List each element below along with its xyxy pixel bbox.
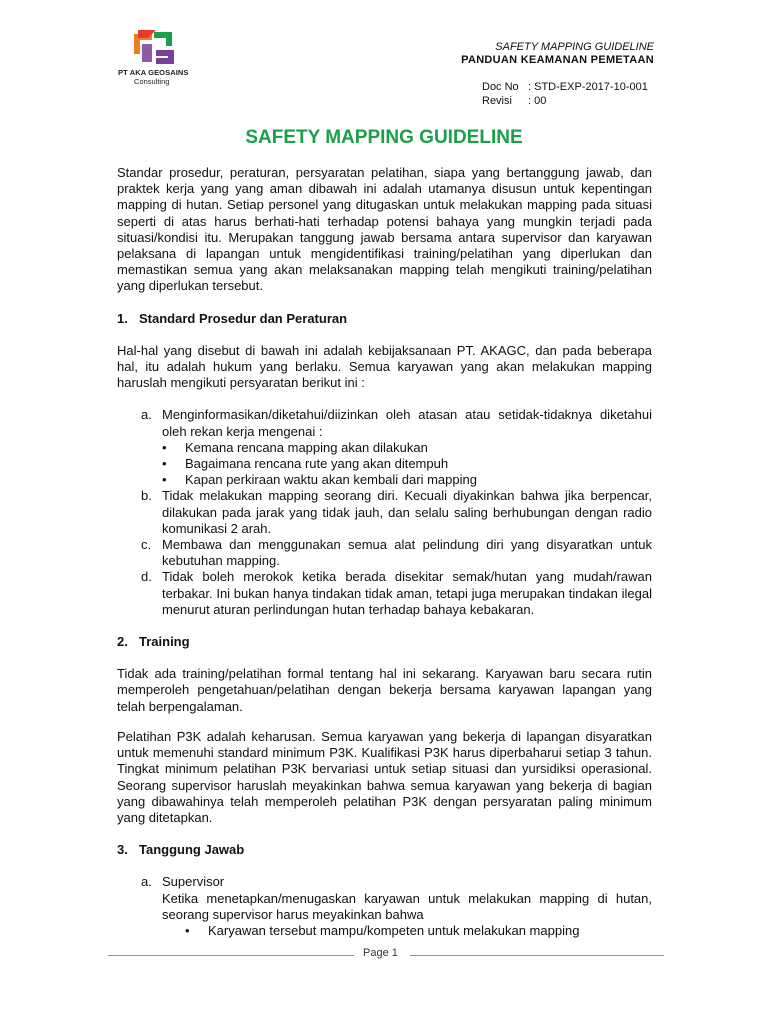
footer-rule-left xyxy=(108,955,354,956)
list-item xyxy=(117,488,652,537)
list-letter: d. xyxy=(141,569,152,585)
company-logo xyxy=(118,28,208,86)
list-item xyxy=(117,537,652,569)
section-1-heading xyxy=(117,311,652,327)
bullet-item: • Kapan perkiraan waktu akan kembali dari mapping xyxy=(162,472,652,488)
list-item xyxy=(117,407,652,488)
document-body xyxy=(117,165,652,939)
revision-row xyxy=(482,95,648,109)
section-1-title: Standard Prosedur dan Peraturan xyxy=(139,310,348,326)
header-line1: SAFETY MAPPING GUIDELINE xyxy=(495,41,654,53)
list-item-text: Membawa dan menggunakan semua alat pelindung diri yang disyaratkan untuk kebutuhan mapping. xyxy=(162,537,652,569)
intro-paragraph: Standar prosedur, peraturan, persyaratan pelatihan, siapa yang bertanggung jawab, dan praktek kerja yang yang aman dibawah ini adalah utamanya disusun untuk kepentingan mapping di hutan. Setiap personel yang ditugaskan untuk melakukan mapping pada situasi seperti di atas harus berhati-hati terhadap potensi bahaya yang mungkin terjadi pada situasi/kondisi itu. Merupakan tanggung jawab bersama antara supervisor dan karyawan pelaksana di lapangan untuk mengidentifikasi training/pelatihan yang diperlukan dan memastikan semua yang akan melaksanakan mapping telah mengikuti training/pelatihan yang diperlukan tersebut. xyxy=(117,165,652,294)
section-3-title: Tanggung Jawab xyxy=(139,842,245,858)
header xyxy=(461,41,654,67)
section-1-paragraph: Hal-hal yang disebut di bawah ini adalah kebijaksanaan PT. AKAGC, dan pada beberapa hal, itu adalah hukum yang berlaku. Semua karyawan yang akan melakukan mapping haruslah mengikuti persyaratan berikut ini : xyxy=(117,342,652,391)
section-2-paragraph-2: Pelatihan P3K adalah keharusan. Semua karyawan yang bekerja di lapangan disyaratkan untuk memenuhi standard minimum P3K. Kualifikasi P3K harus diperbaharui setiap 3 tahun. Tingkat minimum pelatihan P3K bervariasi untuk setiap situasi dan yursidiksi operasional. Seorang supervisor haruslah meyakinkan bahwa semua karyawan yang bekerja di bagian yang dibawahinya telah memperoleh pelatihan P3K dengan persyaratan paling minimum yang ditetapkan. xyxy=(117,728,652,825)
company-name: PT AKA GEOSAINS xyxy=(118,68,189,77)
list-letter: a. xyxy=(141,407,152,423)
list-item-text: Menginformasikan/diketahui/diizinkan oleh atasan atau setidak-tidaknya diketahui oleh rekan kerja mengenai : xyxy=(162,407,652,439)
revision-label: Revisi xyxy=(482,94,512,107)
page-number: Page 1 xyxy=(363,947,398,959)
list-item xyxy=(117,569,652,618)
section-1-list xyxy=(117,407,652,618)
list-item xyxy=(117,874,652,939)
list-item-title: Supervisor xyxy=(162,874,225,890)
doc-number-row xyxy=(482,81,648,95)
document-title: SAFETY MAPPING GUIDELINE xyxy=(245,127,523,148)
list-letter: b. xyxy=(141,488,152,504)
doc-info xyxy=(482,81,648,108)
section-2-paragraph-1: Tidak ada training/pelatihan formal tentang hal ini sekarang. Karyawan baru secara rutin memperoleh pengetahuan/pelatihan dengan bekerja bersama karyawan lapangan yang telah berpengalaman. xyxy=(117,666,652,714)
header-line2: PANDUAN KEAMANAN PEMETAAN xyxy=(461,54,654,66)
list-item-text: Tidak melakukan mapping seorang diri. Kecuali diyakinkan bahwa jika berpencar, dilakukan pada jarak yang tidak jauh, dan selalu saling berhubungan dengan radio komunikasi 2 arah. xyxy=(162,488,652,536)
company-sub: Consulting xyxy=(134,77,170,86)
list-letter: a. xyxy=(141,874,152,890)
list-item-text: Ketika menetapkan/menugaskan karyawan untuk melakukan mapping di hutan, seorang supervisor harus meyakinkan bahwa xyxy=(162,890,652,922)
bullet-list xyxy=(162,440,652,489)
page-footer xyxy=(108,947,664,963)
footer-rule-right xyxy=(410,955,664,956)
doc-number-value: : STD-EXP-2017-10-001 xyxy=(528,81,648,93)
section-2-number: 2. xyxy=(117,634,128,650)
bullet-item: • Kemana rencana mapping akan dilakukan xyxy=(162,440,652,456)
section-2-heading xyxy=(117,634,652,650)
doc-number-label: Doc No xyxy=(482,81,519,93)
section-3-list xyxy=(117,874,652,939)
section-2-title: Training xyxy=(139,634,190,650)
list-item-text: Tidak boleh merokok ketika berada disekitar semak/hutan yang mudah/rawan terbakar. Ini bukan hanya tindakan tidak aman, tetapi juga merupakan tindakan ilegal menurut aturan perlindungan hutan terhadap bahaya kebakaran. xyxy=(162,569,652,617)
section-1-number: 1. xyxy=(117,310,128,326)
section-3-number: 3. xyxy=(117,842,128,858)
akg-logo-mark xyxy=(126,28,184,66)
bullet-item: • Karyawan tersebut mampu/kompeten untuk melakukan mapping xyxy=(185,923,652,939)
list-letter: c. xyxy=(141,537,152,553)
section-3-heading xyxy=(117,842,652,858)
bullet-item: • Bagaimana rencana rute yang akan ditempuh xyxy=(162,456,652,472)
bullet-list xyxy=(185,923,652,939)
revision-value: : 00 xyxy=(528,94,547,107)
